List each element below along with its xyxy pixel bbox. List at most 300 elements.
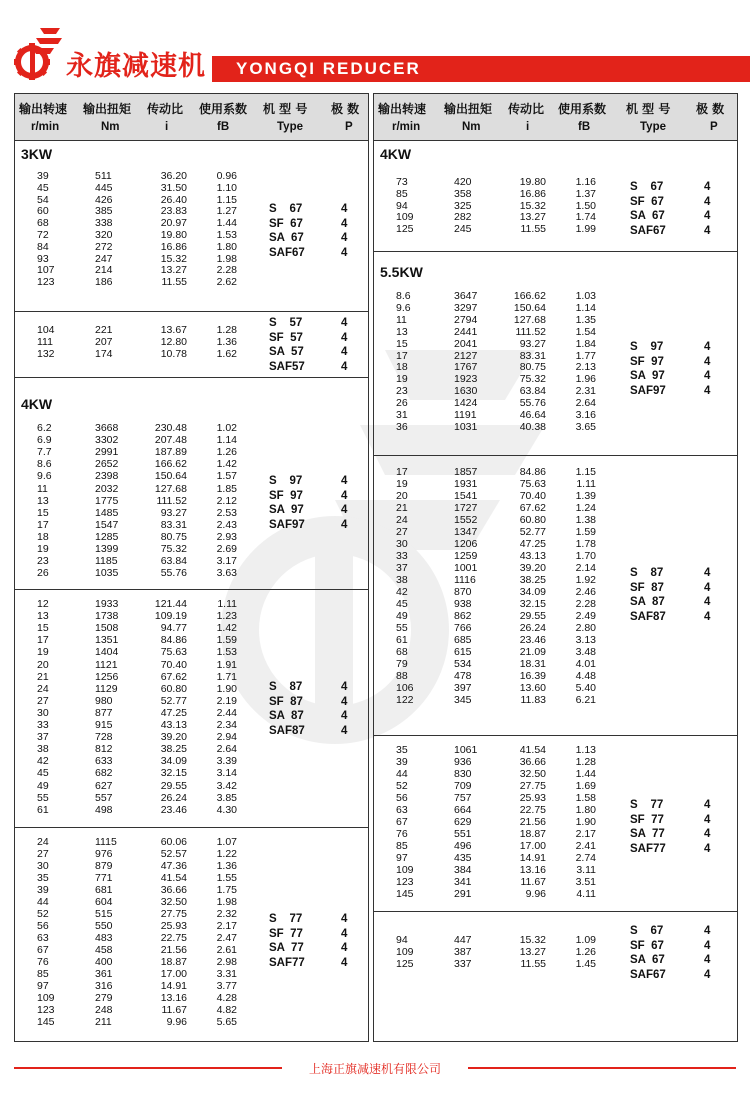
output-speed-cell: 76 xyxy=(37,956,49,968)
output-speed-cell: 123 xyxy=(37,1004,55,1016)
type-row xyxy=(15,331,368,345)
ratio-cell: 36.66 xyxy=(160,884,187,896)
type-row xyxy=(374,369,737,386)
ratio-cell: 166.62 xyxy=(513,290,546,302)
model-type: S 67 xyxy=(269,203,303,215)
table-row xyxy=(374,514,737,526)
service-factor-cell: 1.74 xyxy=(575,211,596,224)
table-row xyxy=(374,682,737,694)
service-factor-cell: 3.13 xyxy=(575,634,596,646)
output-torque-cell: 3302 xyxy=(95,434,119,447)
output-speed-cell: 45 xyxy=(37,767,49,780)
ratio-cell: 10.78 xyxy=(160,348,187,360)
ratio-cell: 17.00 xyxy=(519,840,546,852)
output-torque-cell: 1185 xyxy=(95,555,118,568)
type-row xyxy=(15,680,368,694)
ratio-cell: 93.27 xyxy=(160,506,187,519)
output-speed-cell: 23 xyxy=(37,555,49,568)
table-row xyxy=(15,872,368,884)
model-type: SF 87 xyxy=(269,695,303,708)
output-torque-cell: 358 xyxy=(454,187,472,200)
pole-count: 4 xyxy=(704,224,711,237)
output-speed-cell: 104 xyxy=(37,324,55,336)
output-speed-cell: 7.7 xyxy=(37,446,52,459)
type-row xyxy=(374,842,737,856)
output-torque-cell: 1931 xyxy=(454,478,478,490)
pole-count: 4 xyxy=(704,939,711,952)
type-row xyxy=(374,384,737,398)
pole-count: 4 xyxy=(704,799,711,811)
model-type: SAF57 xyxy=(269,360,305,373)
table-row xyxy=(15,543,368,555)
output-speed-cell: 20 xyxy=(396,490,408,502)
ratio-cell: 39.20 xyxy=(160,731,187,744)
output-torque-cell: 435 xyxy=(454,852,472,864)
model-type: SA 67 xyxy=(269,232,304,244)
ratio-cell: 93.27 xyxy=(519,337,546,350)
output-torque-cell: 830 xyxy=(454,768,472,780)
output-torque-cell: 211 xyxy=(95,1016,112,1028)
type-row xyxy=(374,827,737,841)
output-torque-cell: 483 xyxy=(95,932,113,944)
section-power-title: 3KW xyxy=(21,146,53,162)
power-section xyxy=(15,312,368,378)
service-factor-cell: 3.42 xyxy=(216,779,237,792)
service-factor-cell: 1.45 xyxy=(575,958,596,970)
power-section xyxy=(374,140,737,252)
service-factor-cell: 3.51 xyxy=(575,876,596,888)
ratio-cell: 94.77 xyxy=(160,622,187,635)
model-type: SA 87 xyxy=(630,596,665,608)
service-factor-cell: 1.11 xyxy=(576,478,596,490)
type-row xyxy=(374,180,737,194)
type-row xyxy=(374,337,737,354)
ratio-cell: 34.09 xyxy=(160,755,187,768)
service-factor-cell: 1.15 xyxy=(575,466,596,478)
service-factor-cell: 4.48 xyxy=(575,670,596,682)
output-torque-cell: 557 xyxy=(95,791,113,804)
output-speed-cell: 88 xyxy=(396,670,408,682)
output-torque-cell: 214 xyxy=(95,264,113,277)
table-header xyxy=(15,94,368,141)
output-torque-cell: 1121 xyxy=(95,658,118,671)
type-row xyxy=(374,953,737,967)
service-factor-cell: 5.65 xyxy=(216,1016,237,1028)
company-name: 上海正旗减速机有限公司 xyxy=(308,1062,441,1076)
output-torque-cell: 1031 xyxy=(454,420,478,433)
output-speed-cell: 109 xyxy=(396,864,414,876)
service-factor-cell: 3.48 xyxy=(575,646,596,658)
section-power-title: 5.5KW xyxy=(380,264,423,280)
col-type-unit: Type xyxy=(640,121,666,133)
output-torque-cell: 2041 xyxy=(454,337,478,350)
type-row xyxy=(15,503,368,517)
col-ratio-unit: i xyxy=(526,121,530,133)
service-factor-cell: 4.30 xyxy=(216,803,237,816)
col-type-unit: Type xyxy=(277,121,303,133)
output-torque-cell: 397 xyxy=(454,682,472,694)
col-ratio: 传动比 xyxy=(508,102,545,116)
output-torque-cell: 664 xyxy=(454,804,472,816)
pole-count: 4 xyxy=(341,346,348,358)
ratio-cell: 11.55 xyxy=(161,276,187,289)
output-torque-cell: 207 xyxy=(95,336,113,348)
ratio-cell: 39.20 xyxy=(519,562,546,574)
power-section xyxy=(15,828,368,1041)
ratio-cell: 14.91 xyxy=(519,852,546,864)
service-factor-cell: 1.24 xyxy=(575,502,596,514)
service-factor-cell: 1.71 xyxy=(216,670,237,683)
output-torque-cell: 862 xyxy=(454,610,472,622)
table-row xyxy=(374,876,737,888)
table-row xyxy=(15,264,368,276)
service-factor-cell: 1.26 xyxy=(575,946,596,958)
output-speed-cell: 23 xyxy=(396,385,408,398)
table-row xyxy=(15,968,368,980)
ratio-cell: 55.76 xyxy=(160,567,187,580)
output-speed-cell: 24 xyxy=(37,836,49,848)
table-row xyxy=(15,743,368,755)
ratio-cell: 75.63 xyxy=(519,478,546,490)
ratio-cell: 32.15 xyxy=(519,598,546,610)
ratio-cell: 207.48 xyxy=(154,434,187,447)
model-type: SAF77 xyxy=(269,956,305,969)
output-torque-cell: 445 xyxy=(95,181,113,194)
output-torque-cell: 1116 xyxy=(454,574,476,586)
output-speed-cell: 15 xyxy=(37,622,49,635)
table-row xyxy=(374,302,737,314)
service-factor-cell: 1.14 xyxy=(216,434,237,447)
brand-name-chinese: 永旗减速机 xyxy=(66,51,206,82)
table-row xyxy=(374,658,737,670)
ratio-cell: 46.64 xyxy=(519,409,546,421)
table-row xyxy=(374,756,737,768)
type-row xyxy=(374,968,737,982)
output-speed-cell: 45 xyxy=(396,598,408,610)
output-torque-cell: 1191 xyxy=(454,409,477,421)
output-torque-cell: 1552 xyxy=(454,514,478,526)
service-factor-cell: 1.02 xyxy=(216,422,237,434)
ratio-cell: 23.46 xyxy=(519,634,546,646)
output-torque-cell: 338 xyxy=(95,217,113,230)
service-factor-cell: 1.58 xyxy=(575,792,596,804)
service-factor-cell: 3.65 xyxy=(575,420,596,433)
output-torque-cell: 1129 xyxy=(95,682,118,695)
table-row xyxy=(15,896,368,908)
col-factor-unit: fB xyxy=(217,121,230,133)
pole-count: 4 xyxy=(704,610,711,623)
pole-count: 4 xyxy=(341,232,348,244)
table-row xyxy=(15,1016,368,1028)
output-torque-cell: 980 xyxy=(95,694,113,707)
ratio-cell: 11.83 xyxy=(520,694,546,706)
brand-logo-icon xyxy=(14,24,64,80)
output-speed-cell: 11 xyxy=(396,313,407,326)
type-row xyxy=(374,355,737,369)
service-factor-cell: 3.63 xyxy=(216,567,237,580)
output-speed-cell: 55 xyxy=(396,622,408,634)
output-speed-cell: 72 xyxy=(37,229,49,241)
ratio-cell: 32.15 xyxy=(160,767,187,780)
output-speed-cell: 20 xyxy=(37,658,49,671)
output-torque-cell: 291 xyxy=(454,888,472,900)
ratio-cell: 63.84 xyxy=(519,385,546,398)
type-row xyxy=(15,927,368,941)
col-poles: 极 数 xyxy=(696,102,725,116)
output-torque-cell: 1857 xyxy=(454,466,478,478)
table-row xyxy=(374,888,737,900)
output-torque-cell: 337 xyxy=(454,958,472,970)
output-speed-cell: 39 xyxy=(37,170,49,182)
table-row xyxy=(374,526,737,538)
pole-count: 4 xyxy=(341,317,348,329)
service-factor-cell: 1.26 xyxy=(216,446,237,459)
col-torque: 输出扭矩 xyxy=(83,102,132,116)
type-row xyxy=(15,202,368,216)
service-factor-cell: 1.90 xyxy=(575,816,596,828)
service-factor-cell: 1.98 xyxy=(216,896,237,908)
power-section xyxy=(374,456,737,736)
service-factor-cell: 1.53 xyxy=(216,646,237,659)
ratio-cell: 83.31 xyxy=(519,349,546,362)
type-row xyxy=(374,224,737,238)
service-factor-cell: 2.53 xyxy=(216,506,237,519)
output-speed-cell: 52 xyxy=(37,908,49,920)
ratio-cell: 60.80 xyxy=(519,514,546,526)
output-torque-cell: 870 xyxy=(454,586,472,598)
pole-count: 4 xyxy=(704,813,711,826)
col-type: 机 型 号 xyxy=(626,102,671,116)
table-row xyxy=(15,755,368,767)
ratio-cell: 75.32 xyxy=(160,543,187,555)
output-speed-cell: 67 xyxy=(37,944,49,956)
ratio-cell: 38.25 xyxy=(519,574,546,586)
ratio-cell: 70.40 xyxy=(160,658,187,671)
ratio-cell: 12.80 xyxy=(160,336,187,348)
output-torque-cell: 551 xyxy=(454,828,472,840)
output-torque-cell: 3668 xyxy=(95,422,119,434)
model-type: SA 77 xyxy=(630,828,665,840)
output-torque-cell: 1259 xyxy=(454,550,478,562)
output-torque-cell: 681 xyxy=(95,884,113,896)
service-factor-cell: 3.85 xyxy=(216,791,237,804)
table-row xyxy=(374,478,737,490)
output-speed-cell: 145 xyxy=(37,1016,55,1028)
output-torque-cell: 3647 xyxy=(454,290,478,302)
ratio-cell: 16.39 xyxy=(519,670,546,682)
service-factor-cell: 1.70 xyxy=(575,550,596,562)
ratio-cell: 127.68 xyxy=(154,482,187,495)
table-row xyxy=(374,502,737,514)
output-torque-cell: 221 xyxy=(95,324,113,336)
output-speed-cell: 122 xyxy=(396,694,414,706)
ratio-cell: 31.50 xyxy=(160,181,187,194)
output-speed-cell: 31 xyxy=(396,409,408,421)
ratio-cell: 26.24 xyxy=(160,791,187,804)
service-factor-cell: 1.35 xyxy=(575,313,596,326)
ratio-cell: 80.75 xyxy=(160,530,187,543)
model-type: S 77 xyxy=(630,799,664,811)
table-row xyxy=(15,434,368,446)
output-torque-cell: 976 xyxy=(95,848,113,860)
output-speed-cell: 18 xyxy=(37,530,49,543)
model-type: SAF97 xyxy=(269,518,305,531)
output-torque-cell: 245 xyxy=(454,223,472,236)
output-speed-cell: 12 xyxy=(37,598,49,610)
output-speed-cell: 37 xyxy=(396,562,408,574)
output-speed-cell: 56 xyxy=(396,792,408,804)
output-speed-cell: 18 xyxy=(396,361,408,374)
model-type: S 87 xyxy=(630,567,664,579)
table-header xyxy=(374,94,737,141)
col-factor-unit: fB xyxy=(578,121,591,133)
brand-banner xyxy=(212,56,750,82)
service-factor-cell: 1.75 xyxy=(216,884,237,896)
table-row xyxy=(15,848,368,860)
ratio-cell: 32.50 xyxy=(160,896,187,908)
pole-count: 4 xyxy=(341,518,348,531)
output-speed-cell: 97 xyxy=(396,852,408,864)
ratio-cell: 84.86 xyxy=(160,634,187,647)
output-torque-cell: 478 xyxy=(454,670,472,682)
type-row xyxy=(15,706,368,723)
service-factor-cell: 1.91 xyxy=(216,658,237,671)
output-torque-cell: 361 xyxy=(95,968,113,980)
model-type: SF 67 xyxy=(630,195,664,208)
service-factor-cell: 4.11 xyxy=(576,888,596,900)
ratio-cell: 11.67 xyxy=(520,876,546,888)
ratio-cell: 21.56 xyxy=(160,944,187,956)
service-factor-cell: 2.80 xyxy=(575,622,596,634)
ratio-cell: 75.63 xyxy=(160,646,187,659)
table-row xyxy=(374,538,737,550)
output-torque-cell: 1285 xyxy=(95,530,119,543)
ratio-cell: 150.64 xyxy=(154,470,187,483)
table-row xyxy=(15,567,368,579)
table-row xyxy=(374,622,737,634)
service-factor-cell: 1.90 xyxy=(216,682,237,695)
output-torque-cell: 728 xyxy=(95,731,113,744)
ratio-cell: 27.75 xyxy=(519,780,546,792)
output-torque-cell: 1485 xyxy=(95,506,119,519)
service-factor-cell: 1.96 xyxy=(575,373,596,386)
output-speed-cell: 45 xyxy=(37,181,49,194)
model-type: S 87 xyxy=(269,681,303,693)
output-speed-cell: 6.9 xyxy=(37,434,52,447)
table-row xyxy=(15,767,368,779)
output-speed-cell: 21 xyxy=(37,670,49,683)
output-torque-cell: 685 xyxy=(454,634,472,646)
output-torque-cell: 1035 xyxy=(95,567,119,580)
service-factor-cell: 1.92 xyxy=(575,574,596,586)
service-factor-cell: 1.03 xyxy=(575,290,596,302)
ratio-cell: 166.62 xyxy=(154,458,187,471)
col-torque-unit: Nm xyxy=(101,121,120,133)
output-speed-cell: 109 xyxy=(396,211,414,224)
pole-count: 4 xyxy=(341,710,348,722)
service-factor-cell: 1.27 xyxy=(216,205,237,218)
output-torque-cell: 1399 xyxy=(95,543,119,555)
service-factor-cell: 1.54 xyxy=(575,325,596,338)
output-speed-cell: 49 xyxy=(37,779,49,792)
pole-count: 4 xyxy=(704,195,711,208)
pole-count: 4 xyxy=(341,203,348,215)
ratio-cell: 43.13 xyxy=(160,719,187,731)
service-factor-cell: 2.69 xyxy=(216,543,237,555)
output-torque-cell: 1767 xyxy=(454,361,478,374)
pole-count: 4 xyxy=(704,581,711,594)
output-torque-cell: 550 xyxy=(95,920,113,932)
power-section xyxy=(374,736,737,912)
output-torque-cell: 2398 xyxy=(95,470,119,483)
output-speed-cell: 73 xyxy=(396,176,408,188)
col-poles-unit: P xyxy=(345,121,353,133)
output-torque-cell: 272 xyxy=(95,240,113,253)
output-speed-cell: 11 xyxy=(37,482,48,495)
model-type: SAF87 xyxy=(630,610,666,623)
ratio-cell: 52.57 xyxy=(160,848,187,860)
ratio-cell: 187.89 xyxy=(154,446,187,459)
ratio-cell: 75.32 xyxy=(519,373,546,386)
output-torque-cell: 766 xyxy=(454,622,472,634)
output-torque-cell: 316 xyxy=(95,980,113,992)
ratio-cell: 52.77 xyxy=(519,526,546,538)
output-torque-cell: 1404 xyxy=(95,646,119,659)
output-speed-cell: 9.6 xyxy=(396,301,411,314)
output-torque-cell: 248 xyxy=(95,1004,113,1016)
col-ratio: 传动比 xyxy=(147,102,184,116)
table-row xyxy=(15,792,368,804)
model-type: SF 67 xyxy=(269,217,303,230)
ratio-cell: 23.46 xyxy=(160,803,187,816)
table-row xyxy=(374,768,737,780)
service-factor-cell: 2.74 xyxy=(575,852,596,864)
ratio-cell: 11.67 xyxy=(161,1004,187,1016)
col-type: 机 型 号 xyxy=(263,102,308,116)
output-speed-cell: 54 xyxy=(37,193,49,206)
ratio-cell: 22.75 xyxy=(519,804,546,816)
output-torque-cell: 1923 xyxy=(454,373,478,386)
model-type: SF 77 xyxy=(630,813,664,826)
ratio-cell: 43.13 xyxy=(519,550,546,562)
output-speed-cell: 17 xyxy=(396,349,408,362)
table-row xyxy=(15,610,368,622)
output-speed-cell: 30 xyxy=(37,860,49,872)
ratio-cell: 109.19 xyxy=(154,610,187,623)
service-factor-cell: 1.84 xyxy=(575,337,596,350)
output-torque-cell: 812 xyxy=(95,743,113,756)
model-type: S 97 xyxy=(269,475,303,487)
service-factor-cell: 2.32 xyxy=(216,908,237,920)
table-row xyxy=(374,466,737,478)
ratio-cell: 13.27 xyxy=(160,264,187,277)
output-speed-cell: 24 xyxy=(396,514,408,526)
output-speed-cell: 35 xyxy=(396,744,408,756)
output-speed-cell: 61 xyxy=(37,803,49,816)
model-type: SAF97 xyxy=(630,384,666,397)
col-torque: 输出扭矩 xyxy=(444,102,493,116)
output-torque-cell: 1775 xyxy=(95,494,119,507)
output-speed-cell: 27 xyxy=(37,694,49,707)
service-factor-cell: 1.16 xyxy=(575,176,596,188)
output-torque-cell: 629 xyxy=(454,816,472,828)
table-row xyxy=(15,634,368,646)
service-factor-cell: 3.14 xyxy=(216,767,237,780)
service-factor-cell: 3.77 xyxy=(216,980,237,992)
output-speed-cell: 15 xyxy=(37,506,49,519)
output-torque-cell: 1547 xyxy=(95,518,119,531)
service-factor-cell: 2.28 xyxy=(575,598,596,610)
